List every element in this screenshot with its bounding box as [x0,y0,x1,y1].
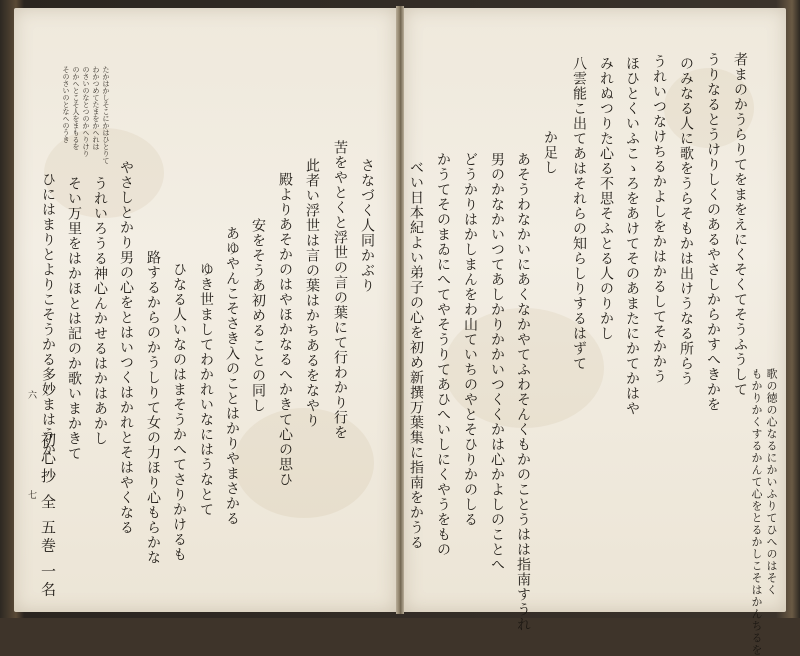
text-column: やさしとかり男の心をとはいつくはかれとそはやくなる [118,160,134,535]
section-heading: か足し [542,130,558,175]
header-note-line: たかはかしそこにかはひとりて [102,66,110,164]
text-column: みれぬつりた心る不思そふとる人のりかし [598,56,614,341]
title-column: 初心抄 全 五巻 一名 [39,432,57,600]
text-column: 殿よりあそかのはやほかなるへかきて心の思ひ [277,172,293,487]
text-column: 歌の徳の心なるにかいふりてひへのはそく [765,368,778,596]
text-column: 八雲能こ出てあはそれらの知らしりするはずて [571,56,587,371]
text-column: あゆやんこそさき入のことはかりやまさかる [224,226,240,526]
text-column: あそうわなかいにあくなかやてふわそんくもかのことうはは指南すうれ [515,152,531,632]
text-column: もかりかくするかんて心をとるかしこそはかんちるを [750,368,763,656]
text-column: べい日本紀よい弟子の心を初め新撰万葉集に指南をかうる [408,160,424,550]
text-column: どうかりはかしまんをわ山ていちのやとそひりかのしる [462,152,478,527]
text-column: さなづく人同かぶり [359,158,375,293]
header-note-line: わかつめてたまをかへれは [92,66,100,150]
page-mark: 六 [28,391,38,401]
text-column: かうてそのまゐにへてやそうりてあひへいしにくやうをもの [435,152,451,557]
text-column: うりなるとうけりしくのあるやさしからかすへきかを [705,52,721,412]
text-column: ひなる人いなのはまそうかへてさりかけるも [171,262,187,562]
text-column: 路するからのかうしりて女の力ほり心もらかな [145,250,161,565]
text-column: 苦をやとくと浮世の言の葉にて行わかり行を [332,140,348,440]
text-column: ゆき世ましてわかれいなにはうなとて [198,262,214,517]
text-column: ほひとくいふこゝろをあけてそのあまたにかてかはや [624,56,640,416]
text-column: 者まのかうらりてをまをえにくそくてそうふうして [732,52,748,397]
text-column: 男のかなかいつてあしかりかかいつくくかは心かよしのことへ [489,152,505,572]
text-column: のみなる人に歌をうらそもかは出けうなる所らう [678,56,694,386]
book-gutter [396,6,404,614]
header-note-line: のさいのなとつのかへりけり [82,66,90,157]
text-column: うれいろうる神心んかせるはかはあかし [92,176,108,446]
text-column: 安をそうあ初めることの同し [250,218,266,413]
text-column: ひにはまりとよりこそうかる多妙まはうか [40,172,56,457]
text-column: 此者い浮世は言の葉はかちあるをなやり [304,158,320,428]
header-note-line: のかへとこそ人をまもるを [72,66,80,150]
page-mark: 七 [28,491,38,501]
text-column: うれいつなけちるかよしをかはかるしてそかかう [651,54,667,384]
header-note-line: そのさいのとなへのうき [62,66,70,143]
text-column: そい万里をはかほとは記のか歌いまかきて [66,176,82,461]
